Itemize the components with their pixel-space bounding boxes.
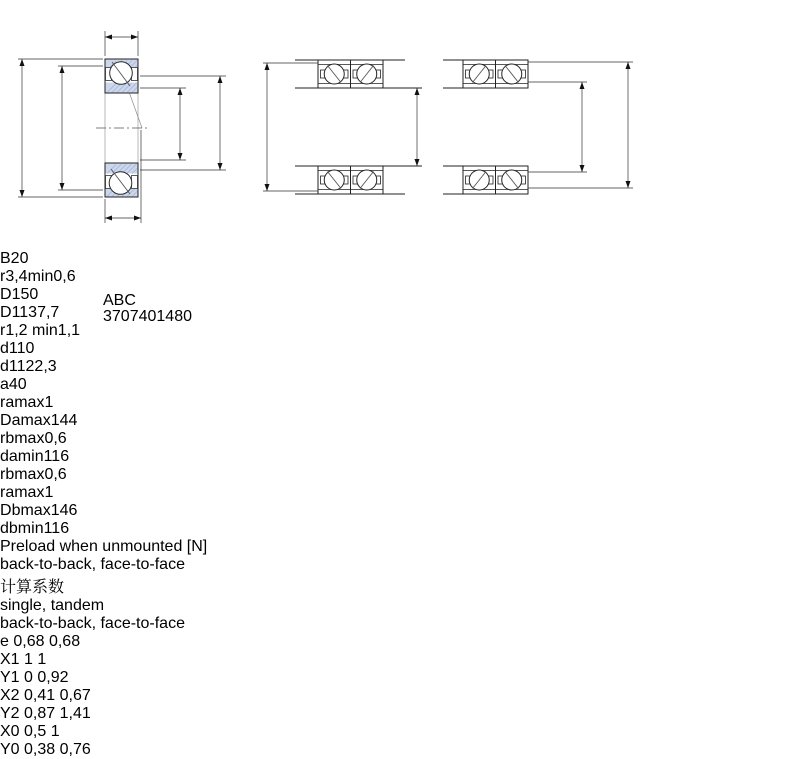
factor-btb-value: 1 bbox=[37, 651, 47, 668]
dim-symbol: D bbox=[0, 304, 12, 321]
right-dimension-arrows bbox=[580, 62, 631, 188]
dim-symbol: r bbox=[0, 484, 6, 501]
dim-value: 1 bbox=[44, 394, 54, 411]
dim-label-dbmin bbox=[0, 520, 800, 538]
dim-symbol: r bbox=[0, 466, 6, 483]
dim-value: 0,6 bbox=[44, 430, 67, 447]
dim-subscript: amax bbox=[5, 484, 45, 501]
dim-subscript: 1,2 min bbox=[5, 322, 58, 339]
factors-row-Y0 bbox=[0, 741, 800, 759]
dim-symbol: d bbox=[0, 340, 9, 357]
factor-btb-value: 1 bbox=[50, 723, 60, 740]
middle-drawing-housing-shading bbox=[295, 43, 405, 212]
dim-symbol: B bbox=[0, 250, 11, 267]
factor-symbol: X1 bbox=[0, 651, 20, 668]
dim-symbol: r bbox=[0, 394, 6, 411]
dim-symbol: d bbox=[0, 358, 9, 375]
preload-table-title: Preload when unmounted [N] bbox=[0, 538, 208, 555]
factor-btb-value: 0,92 bbox=[37, 669, 69, 686]
dim-label-damin bbox=[0, 448, 800, 466]
dim-value: 1,1 bbox=[57, 322, 81, 339]
dim-subscript: amax bbox=[5, 394, 45, 411]
dim-subscript: amin bbox=[8, 448, 44, 465]
dim-label-Dbmax bbox=[0, 502, 800, 520]
dim-subscript: bmax bbox=[5, 466, 45, 483]
dim-symbol: D bbox=[0, 286, 12, 303]
factors-col1-header: single, tandem bbox=[0, 597, 105, 614]
preload-table-subtitle: back-to-back, face-to-face bbox=[0, 556, 185, 573]
dim-subscript: 3,4min bbox=[5, 268, 54, 285]
dim-value: 110 bbox=[8, 340, 35, 357]
dim-label-ramax bbox=[0, 394, 800, 412]
dim-label-rbmax-right bbox=[0, 466, 800, 484]
bearing-section-top bbox=[105, 59, 138, 93]
right-drawing-housing-shading bbox=[443, 43, 548, 212]
dim-label-r34min bbox=[0, 268, 800, 286]
dim-subscript: amax bbox=[11, 412, 51, 429]
factor-btb-value: 0,68 bbox=[48, 633, 81, 650]
dim-label-a bbox=[0, 376, 800, 394]
dim-subscript: bmax bbox=[11, 502, 51, 519]
preload-value-A: 370 bbox=[103, 308, 130, 325]
factors-col2-header: back-to-back, face-to-face bbox=[0, 615, 185, 632]
factors-row-Y1 bbox=[0, 669, 800, 687]
dim-symbol: r bbox=[0, 268, 6, 285]
preload-col-C: C bbox=[124, 292, 136, 309]
preload-table-value-row bbox=[103, 308, 192, 326]
factors-table-title: 计算系数 bbox=[0, 579, 65, 596]
dim-value: 20 bbox=[10, 250, 29, 267]
factor-single-value: 0,41 bbox=[24, 687, 56, 704]
dim-value: 1 bbox=[44, 484, 54, 501]
dim-symbol: D bbox=[0, 412, 12, 429]
preload-col-A: A bbox=[103, 292, 114, 309]
dim-label-ramax-right bbox=[0, 484, 800, 502]
preload-value-C: 1480 bbox=[156, 308, 192, 325]
factors-row-e bbox=[0, 633, 800, 651]
factors-row-X2 bbox=[0, 687, 800, 705]
dim-value: 137,7 bbox=[19, 304, 60, 321]
factor-single-value: 0,38 bbox=[24, 741, 56, 758]
dim-subscript: bmin bbox=[8, 520, 44, 537]
dim-value: 144 bbox=[50, 412, 78, 429]
factor-symbol: X2 bbox=[0, 687, 20, 704]
dim-symbol: r bbox=[0, 322, 6, 339]
dim-symbol: r bbox=[0, 430, 6, 447]
factor-btb-value: 0,67 bbox=[59, 687, 91, 704]
dim-label-Damax bbox=[0, 412, 800, 430]
dim-label-d bbox=[0, 340, 800, 358]
dim-subscript: 1 bbox=[11, 304, 20, 321]
dim-value: 146 bbox=[50, 502, 78, 519]
dim-symbol: d bbox=[0, 448, 9, 465]
preload-col-B: B bbox=[113, 292, 125, 309]
dim-symbol: d bbox=[0, 520, 9, 537]
factor-single-value: 0,5 bbox=[24, 723, 47, 740]
dim-label-B bbox=[0, 250, 800, 268]
factor-single-value: 1 bbox=[24, 651, 33, 668]
preload-value-B: 740 bbox=[129, 308, 157, 325]
dim-label-rbmax bbox=[0, 430, 800, 448]
dim-symbol: D bbox=[0, 502, 12, 519]
bearing-section-bottom bbox=[105, 163, 138, 197]
factor-symbol: Y1 bbox=[0, 669, 20, 686]
dim-value: 122,3 bbox=[16, 358, 57, 375]
factors-row-X0 bbox=[0, 723, 800, 741]
factor-symbol: Y0 bbox=[0, 741, 20, 758]
dim-label-d1 bbox=[0, 358, 800, 376]
dim-value: 0,6 bbox=[44, 466, 67, 483]
left-bearing-drawing bbox=[18, 31, 226, 223]
dim-value: 116 bbox=[43, 448, 70, 465]
factor-btb-value: 0,76 bbox=[59, 741, 91, 758]
factor-single-value: 0,87 bbox=[24, 705, 56, 722]
factor-btb-value: 1,41 bbox=[59, 705, 91, 722]
factors-table-rows bbox=[0, 633, 800, 759]
factors-row-X1 bbox=[0, 651, 800, 669]
factor-single-value: 0 bbox=[24, 669, 33, 686]
factor-symbol: e bbox=[0, 633, 9, 650]
dim-subscript: 1 bbox=[8, 358, 17, 375]
factors-row-Y2 bbox=[0, 705, 800, 723]
factor-symbol: Y2 bbox=[0, 705, 20, 722]
dim-value: 0,6 bbox=[53, 268, 76, 285]
factor-single-value: 0,68 bbox=[13, 633, 45, 650]
dim-value: 116 bbox=[43, 520, 70, 537]
dim-value: 150 bbox=[11, 286, 39, 303]
factor-symbol: X0 bbox=[0, 723, 20, 740]
dim-value: 40 bbox=[8, 376, 27, 393]
dim-subscript: bmax bbox=[5, 430, 45, 447]
dim-symbol: a bbox=[0, 376, 9, 393]
